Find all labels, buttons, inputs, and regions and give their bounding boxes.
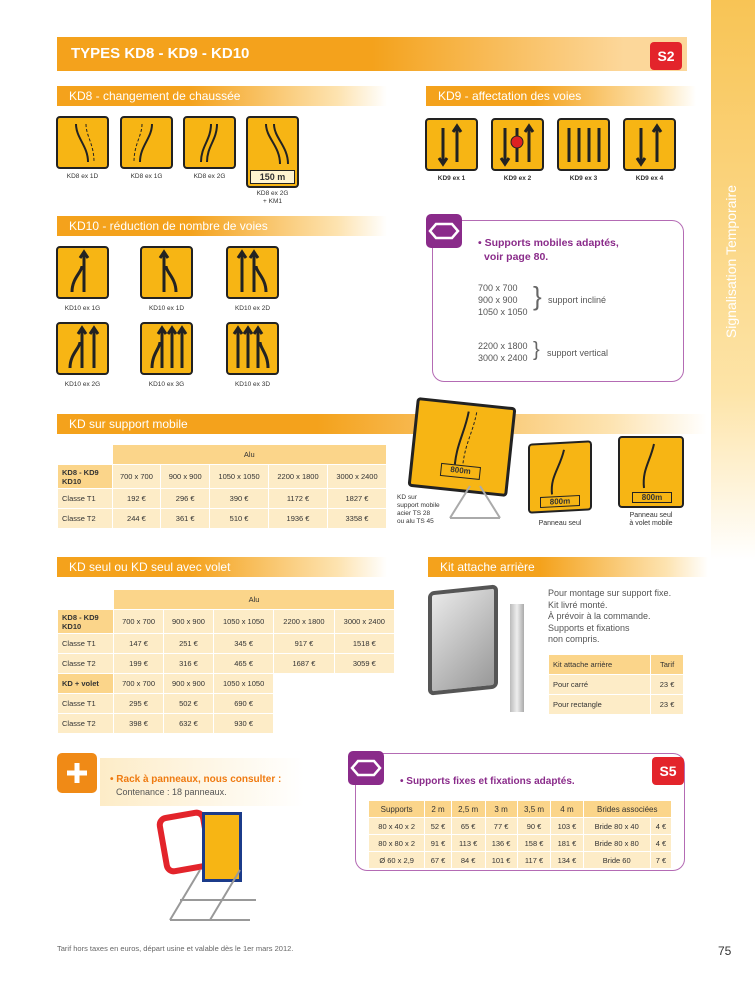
brace-1: } <box>533 281 542 311</box>
table-row <box>549 675 684 695</box>
table-row <box>58 674 395 694</box>
panneau-seul-caption: Panneau seul <box>538 520 582 527</box>
kd8-caption-3: KD8 ex 2G <box>193 173 226 180</box>
kit-price-table <box>548 654 684 715</box>
size-2200: 2200 x 1800 <box>478 341 528 351</box>
col-700: 700 x 700 <box>114 610 164 634</box>
col-700: 700 x 700 <box>112 465 161 489</box>
table-row <box>369 835 672 852</box>
kd10-sign-2g <box>56 322 109 375</box>
label-incline: support incliné <box>548 295 607 305</box>
section-seul: KD seul ou KD seul avec volet <box>57 557 387 577</box>
size-900: 900 x 900 <box>478 295 518 305</box>
price: 930 € <box>213 714 273 734</box>
page-number: 75 <box>718 944 732 958</box>
side-tab <box>711 0 755 560</box>
mobile-caption-3: acier TS 28 <box>397 510 431 517</box>
row-label: Classe T1 <box>58 489 113 509</box>
rowhead <box>58 610 114 634</box>
kd9-sign-1 <box>425 118 478 171</box>
volet-col: 1050 x 1050 <box>213 674 273 694</box>
mobile-price-table <box>57 444 387 529</box>
table-row <box>58 489 387 509</box>
cell: 101 € <box>485 852 517 869</box>
table-row <box>58 509 387 529</box>
supports-title-2: voir page 80. <box>484 251 549 263</box>
kd9-sign-4 <box>623 118 676 171</box>
kit-head-price: Tarif <box>651 655 684 675</box>
kd10-sign-3g <box>140 322 193 375</box>
kd8-caption-4: KD8 ex 2G <box>256 190 289 197</box>
rack-frame <box>160 860 260 930</box>
volet-col: 700 x 700 <box>114 674 164 694</box>
kd10-sign-2d <box>226 246 279 299</box>
kit-head: Kit attache arrière <box>549 655 651 675</box>
kd10-caption-6: KD10 ex 3D <box>234 381 271 388</box>
price: 632 € <box>164 714 214 734</box>
price: 3358 € <box>327 509 386 529</box>
cell: 67 € <box>425 852 451 869</box>
cell: 52 € <box>425 818 451 835</box>
section-kit: Kit attache arrière <box>428 557 708 577</box>
mobile-caption-2: support mobile <box>397 502 440 509</box>
panel-800-plate: 800m <box>440 463 481 480</box>
size-1050: 1050 x 1050 <box>478 307 528 317</box>
cell: 158 € <box>517 835 551 852</box>
price: 690 € <box>213 694 273 714</box>
kd9-caption-1: KD9 ex 1 <box>437 175 466 182</box>
fixes-head: Brides associées <box>583 801 671 818</box>
price: 147 € <box>114 634 164 654</box>
table-row <box>58 694 395 714</box>
kd8-sign-3 <box>183 116 236 169</box>
kd9-caption-2: KD9 ex 2 <box>503 175 532 182</box>
price: 502 € <box>164 694 214 714</box>
price: 1936 € <box>269 509 328 529</box>
cell: 90 € <box>517 818 551 835</box>
kit-line: non compris. <box>548 634 600 644</box>
rowhead-2: KD10 <box>62 621 82 631</box>
cell: 7 € <box>650 852 671 869</box>
cell: Ø 60 x 2,9 <box>369 852 425 869</box>
rowhead-1: KD8 - KD9 <box>62 467 99 477</box>
fixes-head: 2,5 m <box>451 801 485 818</box>
kd8-sign-2 <box>120 116 173 169</box>
hex-nut-icon-2 <box>348 751 384 785</box>
price: 244 € <box>112 509 161 529</box>
fixes-head: 3,5 m <box>517 801 551 818</box>
cell: 113 € <box>451 835 485 852</box>
cell: 134 € <box>551 852 583 869</box>
table-row <box>369 852 672 869</box>
row-label: Pour carré <box>549 675 651 695</box>
mobile-caption-1: KD sur <box>397 494 417 501</box>
cell: 77 € <box>485 818 517 835</box>
price: 192 € <box>112 489 161 509</box>
seul-price-table <box>57 589 395 734</box>
kd8-caption-2: KD8 ex 1G <box>130 173 163 180</box>
kd9-caption-3: KD9 ex 3 <box>569 175 598 182</box>
fixes-price-table <box>368 800 672 869</box>
cell: 80 x 80 x 2 <box>369 835 425 852</box>
cell: 181 € <box>551 835 583 852</box>
fixes-head: 2 m <box>425 801 451 818</box>
label-vertical: support vertical <box>547 348 609 358</box>
price: 23 € <box>651 675 684 695</box>
table-row <box>58 714 395 734</box>
page-title: TYPES KD8 - KD9 - KD10 <box>57 37 687 71</box>
row-label: Classe T1 <box>58 634 114 654</box>
kd10-sign-1g <box>56 246 109 299</box>
cell: Bride 80 x 40 <box>583 818 650 835</box>
cell: 4 € <box>650 835 671 852</box>
section-kd10: KD10 - réduction de nombre de voies <box>57 216 387 236</box>
kit-line: Kit livré monté. <box>548 599 608 610</box>
kd10-sign-1d <box>140 246 193 299</box>
fixes-title: • Supports fixes et fixations adaptés. <box>400 776 575 787</box>
size-700: 700 x 700 <box>478 283 518 293</box>
kit-line: Supports et fixations <box>548 622 630 633</box>
supports-title: • Supports mobiles adaptés, <box>478 237 619 249</box>
col-2200: 2200 x 1800 <box>274 610 334 634</box>
kd8-caption-1: KD8 ex 1D <box>66 173 99 180</box>
row-label: Classe T1 <box>58 694 114 714</box>
price: 398 € <box>114 714 164 734</box>
cell: 91 € <box>425 835 451 852</box>
kit-description <box>548 588 671 646</box>
kd10-caption-5: KD10 ex 3G <box>148 381 185 388</box>
table-row <box>549 695 684 715</box>
kit-line: À prévoir à la commande. <box>548 611 651 621</box>
price: 23 € <box>651 695 684 715</box>
price: 295 € <box>114 694 164 714</box>
brace-2: } <box>533 339 540 361</box>
hex-nut-icon <box>426 214 462 248</box>
price: 1687 € <box>274 654 334 674</box>
panel-800-volet: 800m <box>632 492 672 503</box>
row-label: Classe T2 <box>58 509 113 529</box>
price: 1518 € <box>334 634 394 654</box>
row-label: Classe T2 <box>58 654 114 674</box>
cell: 136 € <box>485 835 517 852</box>
table-row <box>58 634 395 654</box>
price: 296 € <box>161 489 210 509</box>
kd9-sign-2 <box>491 118 544 171</box>
section-kd9: KD9 - affectation des voies <box>426 86 696 106</box>
volet-label: KD + volet <box>58 674 114 694</box>
price: 390 € <box>210 489 269 509</box>
rack-title: • Rack à panneaux, nous consulter : <box>110 774 282 785</box>
mobile-caption-4: ou alu TS 45 <box>397 518 434 525</box>
kd10-caption-4: KD10 ex 2G <box>64 381 101 388</box>
fixes-head: Supports <box>369 801 425 818</box>
panneau-volet-caption-2: à volet mobile <box>629 520 673 527</box>
cell: 84 € <box>451 852 485 869</box>
fixes-head: 4 m <box>551 801 583 818</box>
plus-icon <box>57 753 97 793</box>
fixes-head: 3 m <box>485 801 517 818</box>
price: 251 € <box>164 634 214 654</box>
km1-plate: 150 m <box>250 170 295 184</box>
col-900: 900 x 900 <box>161 465 210 489</box>
kit-line: Pour montage sur support fixe. <box>548 588 672 598</box>
kd8-sign-km1 <box>246 116 299 188</box>
cell: Bride 80 x 80 <box>583 835 650 852</box>
price: 3059 € <box>334 654 394 674</box>
price: 510 € <box>210 509 269 529</box>
panneau-volet-caption-1: Panneau seul <box>629 512 673 519</box>
table-row <box>58 654 395 674</box>
kd9-caption-4: KD9 ex 4 <box>635 175 664 182</box>
kd10-caption-2: KD10 ex 1D <box>148 305 185 312</box>
section-mobile: KD sur support mobile <box>57 414 707 434</box>
side-tab-label: Signalisation Temporaire <box>723 185 739 339</box>
panel-800-seul: 800m <box>540 495 580 508</box>
price: 1172 € <box>269 489 328 509</box>
rowhead-2: KD10 <box>62 476 82 486</box>
col-1050: 1050 x 1050 <box>210 465 269 489</box>
price: 199 € <box>114 654 164 674</box>
price: 1827 € <box>327 489 386 509</box>
price: 361 € <box>161 509 210 529</box>
cell: 103 € <box>551 818 583 835</box>
kd8-sign-1 <box>56 116 109 169</box>
rowhead-1: KD8 - KD9 <box>62 612 99 622</box>
cell: Bride 60 <box>583 852 650 869</box>
col-2200: 2200 x 1800 <box>269 465 328 489</box>
col-900: 900 x 900 <box>164 610 214 634</box>
col-1050: 1050 x 1050 <box>213 610 273 634</box>
alu-header: Alu <box>114 590 395 610</box>
size-3000: 3000 x 2400 <box>478 353 528 363</box>
rowhead <box>58 465 113 489</box>
cell: 117 € <box>517 852 551 869</box>
rack-sub: Contenance : 18 panneaux. <box>116 787 227 797</box>
kd9-sign-3 <box>557 118 610 171</box>
alu-header: Alu <box>112 445 386 465</box>
row-label: Pour rectangle <box>549 695 651 715</box>
kd8-caption-5: + KM1 <box>263 198 282 205</box>
badge-s2: S2 <box>650 42 682 70</box>
cell: 65 € <box>451 818 485 835</box>
panneau-volet-image <box>618 436 684 508</box>
price: 465 € <box>213 654 273 674</box>
kd10-caption-3: KD10 ex 2D <box>234 305 271 312</box>
cell: 4 € <box>650 818 671 835</box>
price: 316 € <box>164 654 214 674</box>
kit-post-image <box>510 604 524 712</box>
price: 345 € <box>213 634 273 654</box>
col-3000: 3000 x 2400 <box>327 465 386 489</box>
kit-panel-image <box>428 584 498 695</box>
table-row <box>369 818 672 835</box>
section-kd8: KD8 - changement de chaussée <box>57 86 387 106</box>
cell: 80 x 40 x 2 <box>369 818 425 835</box>
volet-col: 900 x 900 <box>164 674 214 694</box>
footer-note: Tarif hors taxes en euros, départ usine et valable dès le 1er mars 2012. <box>57 944 294 953</box>
price: 917 € <box>274 634 334 654</box>
kd10-sign-3d <box>226 322 279 375</box>
row-label: Classe T2 <box>58 714 114 734</box>
kd10-caption-1: KD10 ex 1G <box>64 305 101 312</box>
badge-s5: S5 <box>652 757 684 785</box>
col-3000: 3000 x 2400 <box>334 610 394 634</box>
panneau-seul-image <box>528 440 592 513</box>
